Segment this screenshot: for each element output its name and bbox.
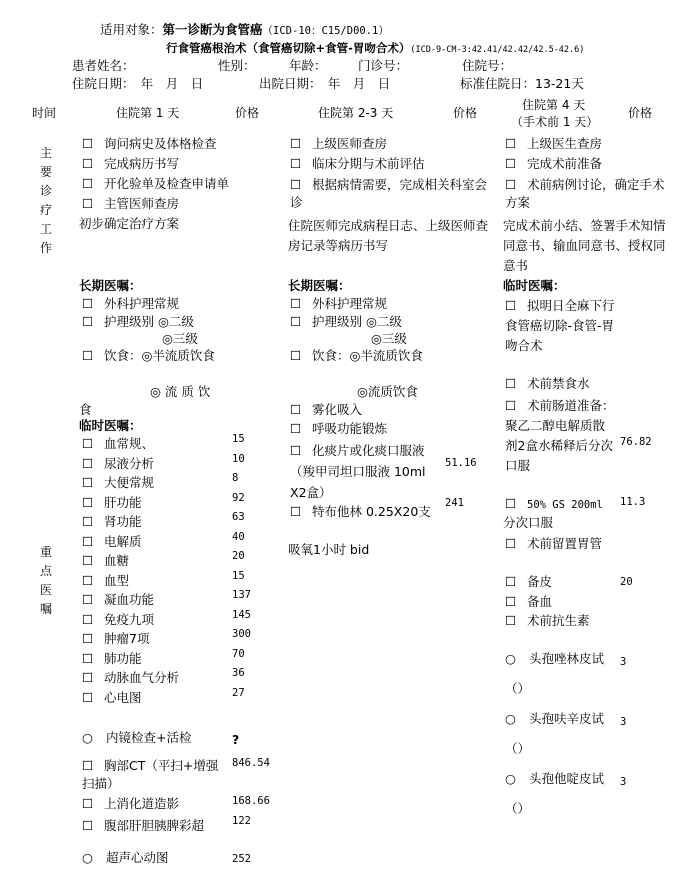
ct-price: 846.54 <box>232 757 270 769</box>
col-time-header: 时间 <box>32 106 57 120</box>
age-label: 年龄： <box>289 58 327 73</box>
col3-gs <box>505 496 603 511</box>
us-item: ☐ 腹部肝胆胰脾彩超 <box>82 818 204 834</box>
col2-item-1: ☐ 外科护理常规 <box>290 296 387 312</box>
lab-test-name: ☐ 血型 <box>82 573 129 589</box>
us-price: 122 <box>232 815 251 827</box>
col1-temporary-title: 临时医嘱： <box>79 418 142 433</box>
lab-test-name: ☐ 肺功能 <box>82 651 142 667</box>
patient-name-label: 患者姓名： <box>72 58 135 73</box>
col3-gs-price: 11.3 <box>620 496 646 508</box>
col1-lt-item-2: ☐ 护理级别 ◎二级 <box>82 314 194 330</box>
main-work-text-1: 初步确定治疗方案 <box>79 216 180 231</box>
col2-item-4: ☐ 雾化吸入 <box>290 402 362 418</box>
lab-test-name: ☐ 免疫九项 <box>82 612 154 628</box>
main-work-item-3: ☐ 开化验单及检查申请单 <box>82 176 229 192</box>
discharge-date: 出院日期： 年 月 日 <box>259 76 391 91</box>
lab-test-name: ☐ 凝血功能 <box>82 592 154 608</box>
lab-test-price: 15 <box>232 433 245 445</box>
col2-item-5: ☐ 呼吸功能锻炼 <box>290 421 387 437</box>
lab-test-name: ☐ 肾功能 <box>82 514 142 530</box>
col3-tube: ☐ 术前留置胃管 <box>505 534 617 553</box>
lab-test-price: 27 <box>232 686 245 699</box>
ugi-item: ☐ 上消化道造影 <box>82 796 179 812</box>
col2-terbutaline-price: 241 <box>445 497 464 509</box>
col2-long-term-title: 长期医嘱： <box>288 278 351 293</box>
col2-terbutaline: ☐ 特布他林 0.25X20支 <box>290 502 440 522</box>
col1-lt-grade3: ◎三级 <box>162 331 198 346</box>
col-price2-header: 价格 <box>453 106 478 120</box>
ugi-price: 168.66 <box>232 795 270 807</box>
lab-test-price: 8 <box>232 472 239 484</box>
lab-test-price: 300 <box>232 628 251 640</box>
col3-skin: ☐ 备皮 <box>505 574 552 590</box>
col-price1-header: 价格 <box>235 106 260 120</box>
lab-test-price: 145 <box>232 608 251 621</box>
lab-test-name: ☐ 心电图 <box>82 690 142 706</box>
col3-plan: ☐ 拟明日全麻下行食管癌切除-食管-胃吻合术 <box>505 296 617 356</box>
col-day4-header: 住院第 4 天 <box>522 98 586 112</box>
lab-test-name: ☐ 肝功能 <box>82 495 142 511</box>
col2-liquid: ◎流质饮食 <box>357 384 418 399</box>
col3-fasting: ☐ 术前禁食水 <box>505 376 590 392</box>
main-work-item-10: ☐ 术前病例讨论，确定手术方案 <box>505 176 670 212</box>
surgery-code: (ICD-9-CM-3:42.41/42.42/42.5-42.6) <box>410 45 585 55</box>
lab-test-price: 20 <box>232 550 245 562</box>
surgery-line <box>166 40 584 56</box>
skin-test-price: 3 <box>620 656 627 668</box>
lab-test-name: ☐ 尿液分析 <box>82 456 154 472</box>
applicable-label: 适用对象： <box>100 22 163 37</box>
skin-test-price: 3 <box>620 716 627 728</box>
main-work-item-9: ☐ 完成术前准备 <box>505 156 602 172</box>
skin-test-item: ○ 头孢他啶皮试（） <box>505 764 617 824</box>
row-main-work-label: 主要诊疗工作 <box>39 146 52 255</box>
standard-stay: 标准住院日：13-21天 <box>460 76 584 91</box>
col1-long-term-title: 长期医嘱： <box>79 278 142 293</box>
lab-test-name: ☐ 大便常规 <box>82 475 154 491</box>
diagnosis-code: （ICD-10：C15/D00.1） <box>262 25 389 37</box>
col2-expectorant-price: 51.16 <box>445 457 477 469</box>
echo-price: 252 <box>232 853 251 865</box>
col2-item-2: ☐ 护理级别 ◎二级 <box>290 314 402 330</box>
lab-test-price: 36 <box>232 667 245 679</box>
col-day23-header: 住院第 2-3 天 <box>318 106 394 120</box>
col-price3-header: 价格 <box>628 106 653 120</box>
row-orders-label: 重点医嘱 <box>39 545 52 616</box>
col1-lt-liquid-tail: 食 <box>79 402 92 417</box>
col3-blood: ☐ 备血 <box>505 594 552 610</box>
col3-antibiotics: ☐ 术前抗生素 <box>505 613 590 629</box>
lab-test-price: 63 <box>232 511 245 523</box>
main-work-item-7: ☐ 根据病情需要，完成相关科室会诊 <box>290 176 495 212</box>
surgery-name: 行食管癌根治术（食管癌切除+食管-胃吻合术） <box>166 41 411 55</box>
col3-skin-price: 20 <box>620 576 633 588</box>
main-work-item-5: ☐ 上级医师查房 <box>290 136 387 152</box>
lab-test-name: ☐ 肿瘤7项 <box>82 631 149 647</box>
col2-expectorant: ☐ 化痰片或化痰口服液（羧甲司坦口服液 10ml X2盒） <box>290 440 440 503</box>
col2-grade3: ◎三级 <box>371 331 407 346</box>
col3-bowel-prep: ☐ 术前肠道准备：聚乙二醇电解质散剂2盒水稀释后分次口服 <box>505 396 617 476</box>
main-work-item-2: ☐ 完成病历书写 <box>82 156 179 172</box>
col2-oxygen: 吸氧1小时 bid <box>288 542 370 557</box>
main-work-item-6: ☐ 临床分期与术前评估 <box>290 156 425 172</box>
applicable-line <box>100 22 389 39</box>
lab-test-price: 40 <box>232 530 245 543</box>
col1-lt-item-3: ☐ 饮食：◎半流质饮食 <box>82 348 230 364</box>
lab-test-price: 92 <box>232 491 245 504</box>
col2-item-3: ☐ 饮食：◎半流质饮食 <box>290 348 438 364</box>
lab-test-name: ☐ 电解质 <box>82 534 142 550</box>
lab-test-price: 15 <box>232 569 245 582</box>
lab-test-name: ☐ 动脉血气分析 <box>82 670 179 686</box>
col-day1-header: 住院第 1 天 <box>116 106 180 120</box>
skin-test-item: ○ 头孢唑林皮试（） <box>505 644 617 704</box>
skin-test-item: ○ 头孢呋辛皮试（） <box>505 704 617 764</box>
main-work-item-8: ☐ 上级医生查房 <box>505 136 602 152</box>
endoscopy-item: ○ 内镜检查+活检 <box>82 730 191 746</box>
main-work-text-2: 住院医师完成病程日志、上级医师查房记录等病历书写 <box>288 218 489 253</box>
admission-date: 住院日期： 年 月 日 <box>72 76 204 91</box>
lab-test-name: ☐ 血糖 <box>82 553 129 569</box>
col3-temporary-title: 临时医嘱： <box>503 278 566 293</box>
clinic-no-label: 门诊号： <box>358 58 409 73</box>
diagnosis: 第一诊断为食管癌 <box>162 22 263 37</box>
col1-lt-item-1: ☐ 外科护理常规 <box>82 296 179 312</box>
main-work-item-1: ☐ 询问病史及体格检查 <box>82 136 217 152</box>
main-work-text-3: 完成术前小结、签署手术知情同意书、输血同意书、授权同意书 <box>503 218 666 273</box>
col-day4-subheader: （手术前 1 天） <box>511 115 599 129</box>
skin-test-price: 3 <box>620 776 627 788</box>
endoscopy-price: ? <box>232 732 240 747</box>
ct-item: ☐ 胸部CT（平扫+增强扫描） <box>82 757 230 793</box>
lab-test-name: ☐ 血常规、 <box>82 436 154 452</box>
col1-lt-liquid: ◎ 流 质 饮 <box>150 384 211 399</box>
main-work-item-4: ☐ 主管医师查房 <box>82 196 179 212</box>
lab-test-price: 10 <box>232 452 245 465</box>
col3-gs-text: 50% GS 200ml <box>527 499 603 511</box>
col3-bowel-prep-price: 76.82 <box>620 436 652 448</box>
echo-item: ○ 超声心动图 <box>82 850 169 866</box>
inpatient-no-label: 住院号： <box>462 58 513 73</box>
lab-test-price: 70 <box>232 647 245 660</box>
gender-label: 性别： <box>218 58 256 73</box>
col3-gs-tail: 分次口服 <box>503 515 554 530</box>
lab-test-price: 137 <box>232 589 251 601</box>
